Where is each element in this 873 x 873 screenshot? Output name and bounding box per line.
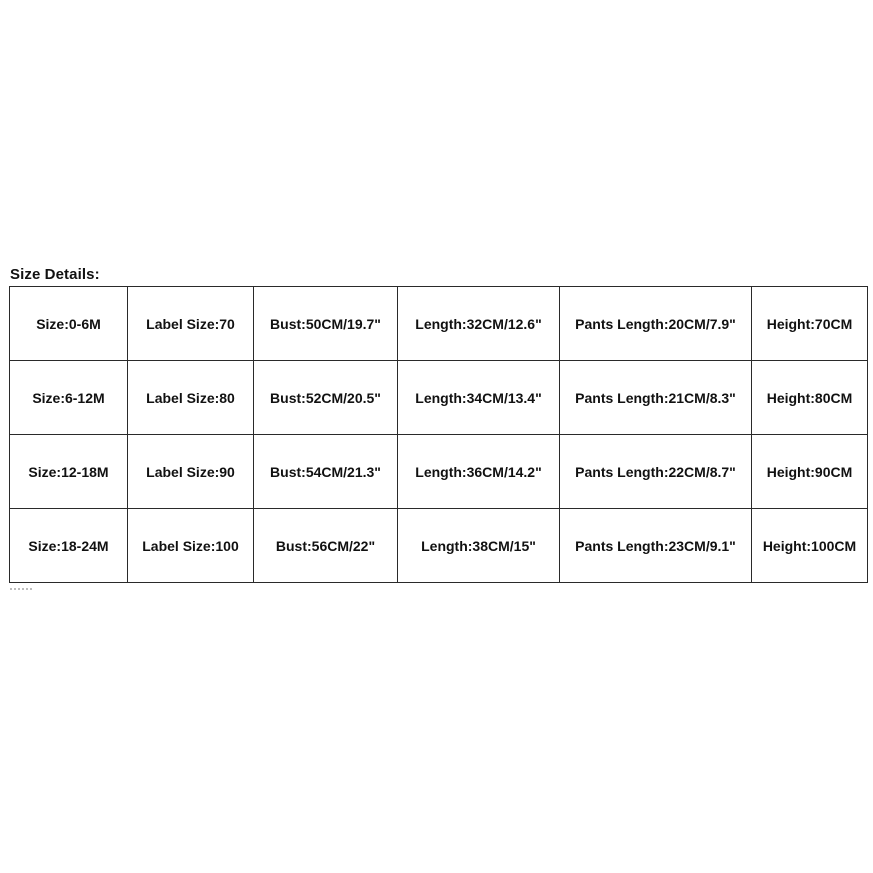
size-cell: Size:6-12M [10,361,128,435]
table-row [10,435,868,509]
size-cell: Size:18-24M [10,509,128,583]
size-cell: Size:0-6M [10,287,128,361]
length-cell: Length:36CM/14.2" [398,435,560,509]
divider [10,588,32,592]
size-cell: Size:12-18M [10,435,128,509]
length-cell: Length:38CM/15" [398,509,560,583]
bust-cell: Bust:52CM/20.5" [254,361,398,435]
bust-cell: Bust:50CM/19.7" [254,287,398,361]
label-size-cell: Label Size:90 [128,435,254,509]
size-table [9,286,868,583]
height-cell: Height:80CM [752,361,868,435]
pants-length-cell: Pants Length:22CM/8.7" [560,435,752,509]
table-row [10,287,868,361]
length-cell: Length:34CM/13.4" [398,361,560,435]
label-size-cell: Label Size:100 [128,509,254,583]
size-details-heading: Size Details: [10,266,100,283]
height-cell: Height:100CM [752,509,868,583]
pants-length-cell: Pants Length:23CM/9.1" [560,509,752,583]
height-cell: Height:90CM [752,435,868,509]
bust-cell: Bust:56CM/22" [254,509,398,583]
pants-length-cell: Pants Length:20CM/7.9" [560,287,752,361]
length-cell: Length:32CM/12.6" [398,287,560,361]
table-row [10,509,868,583]
height-cell: Height:70CM [752,287,868,361]
table-row [10,361,868,435]
pants-length-cell: Pants Length:21CM/8.3" [560,361,752,435]
label-size-cell: Label Size:70 [128,287,254,361]
label-size-cell: Label Size:80 [128,361,254,435]
bust-cell: Bust:54CM/21.3" [254,435,398,509]
